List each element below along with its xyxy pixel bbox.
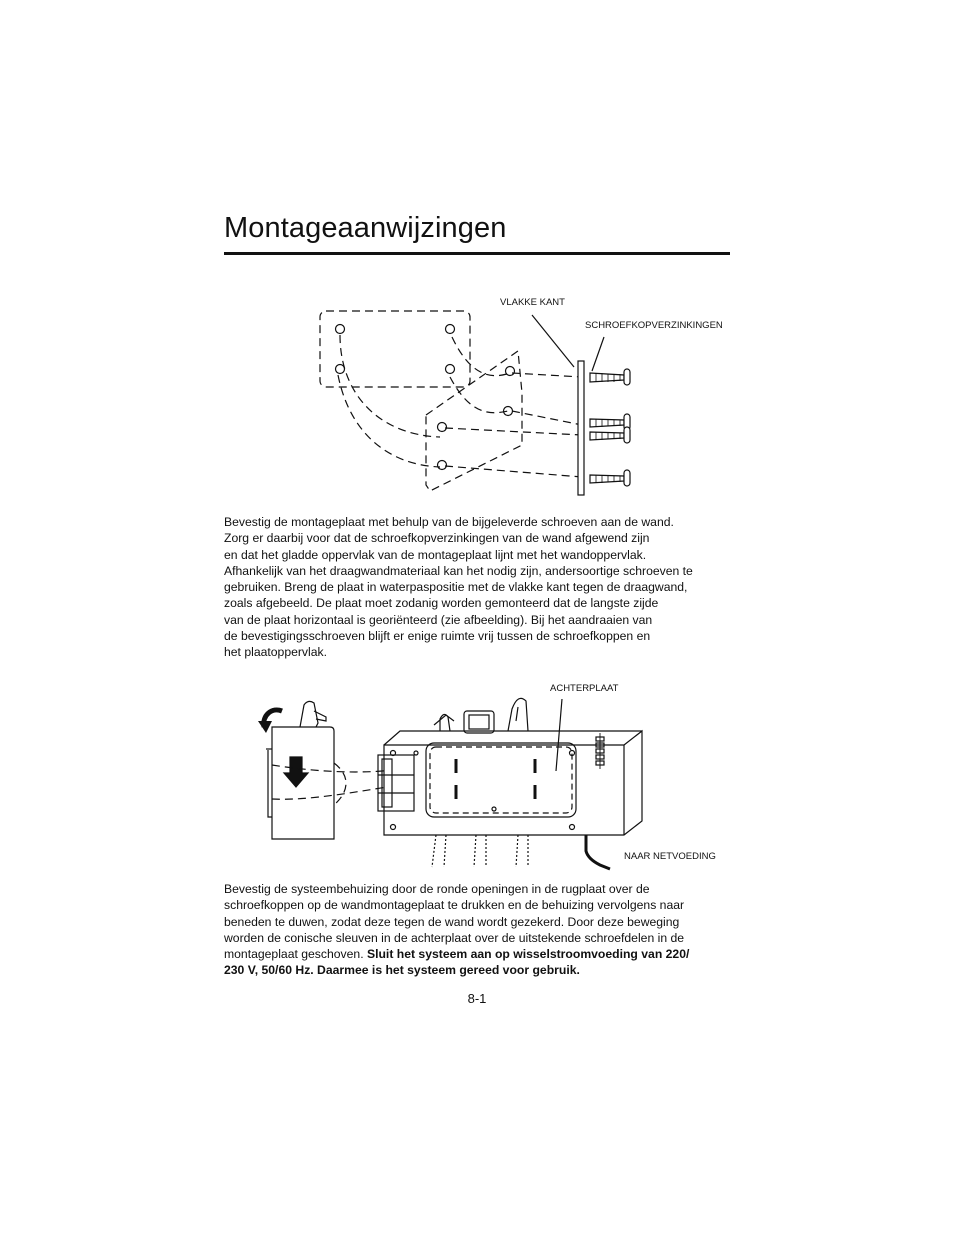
mounting-plate-figure	[300, 285, 730, 505]
enclosure-mounting-figure	[250, 675, 730, 875]
paragraph-line: gebruiken. Breng de plaat in waterpaspositie met de vlakke kant tegen de draagwand,	[224, 580, 688, 595]
paragraph-line: de bevestigingsschroeven blijft er enige ruimte vrij tussen de schroefkoppen en	[224, 629, 651, 644]
paragraph-line: van de plaat horizontaal is georiënteerd (zie afbeelding). Bij het aandraaien van	[224, 612, 653, 627]
paragraph-line: beneden te duwen, zodat deze tegen de wand wordt gezekerd. Door deze beweging	[224, 914, 680, 929]
page-number: 8-1	[467, 991, 487, 1006]
label-to-power: NAAR NETVOEDING	[624, 851, 716, 862]
label-flat-side: VLAKKE KANT	[500, 297, 565, 308]
paragraph-line: en dat het gladde oppervlak van de montageplaat lijnt met het wandoppervlak.	[224, 547, 647, 562]
power-instruction-bold: Sluit het systeem aan op wisselstroomvoeding van 220/	[366, 947, 690, 962]
label-backplate: ACHTERPLAAT	[550, 683, 619, 694]
paragraph-line	[224, 946, 734, 962]
paragraph-text: montageplaat geschoven.	[224, 947, 367, 962]
label-countersinks: SCHROEFKOPVERZINKINGEN	[585, 320, 723, 331]
paragraph-line: Zorg er daarbij voor dat de schroefkopverzinkingen van de wand afgewend zijn	[224, 531, 650, 546]
paragraph-line: schroefkoppen op de wandmontageplaat te drukken en de behuizing vervolgens naar	[224, 898, 685, 913]
paragraph-line: Afhankelijk van het draagwandmateriaal kan het nodig zijn, andersoortige schroeven te	[224, 563, 693, 578]
paragraph-line: Bevestig de systeembehuizing door de ronde openingen in de rugplaat over de	[224, 882, 650, 896]
paragraph-line: worden de conische sleuven in de achterplaat over de uitstekende schroefdelen in de	[224, 930, 685, 945]
paragraph-line: zoals afgebeeld. De plaat moet zodanig worden gemonteerd dat de langste zijde	[224, 596, 659, 611]
paragraph-line: het plaatoppervlak.	[224, 645, 327, 660]
instructions-paragraph-2	[224, 881, 734, 979]
power-instruction-bold: 230 V, 50/60 Hz. Daarmee is het systeem gereed voor gebruik.	[224, 963, 580, 978]
title-rule	[224, 252, 730, 255]
instructions-paragraph-1	[224, 514, 734, 661]
paragraph-line: Bevestig de montageplaat met behulp van de bijgeleverde schroeven aan de wand.	[224, 515, 674, 529]
page-title: Montageaanwijzingen	[224, 212, 507, 244]
